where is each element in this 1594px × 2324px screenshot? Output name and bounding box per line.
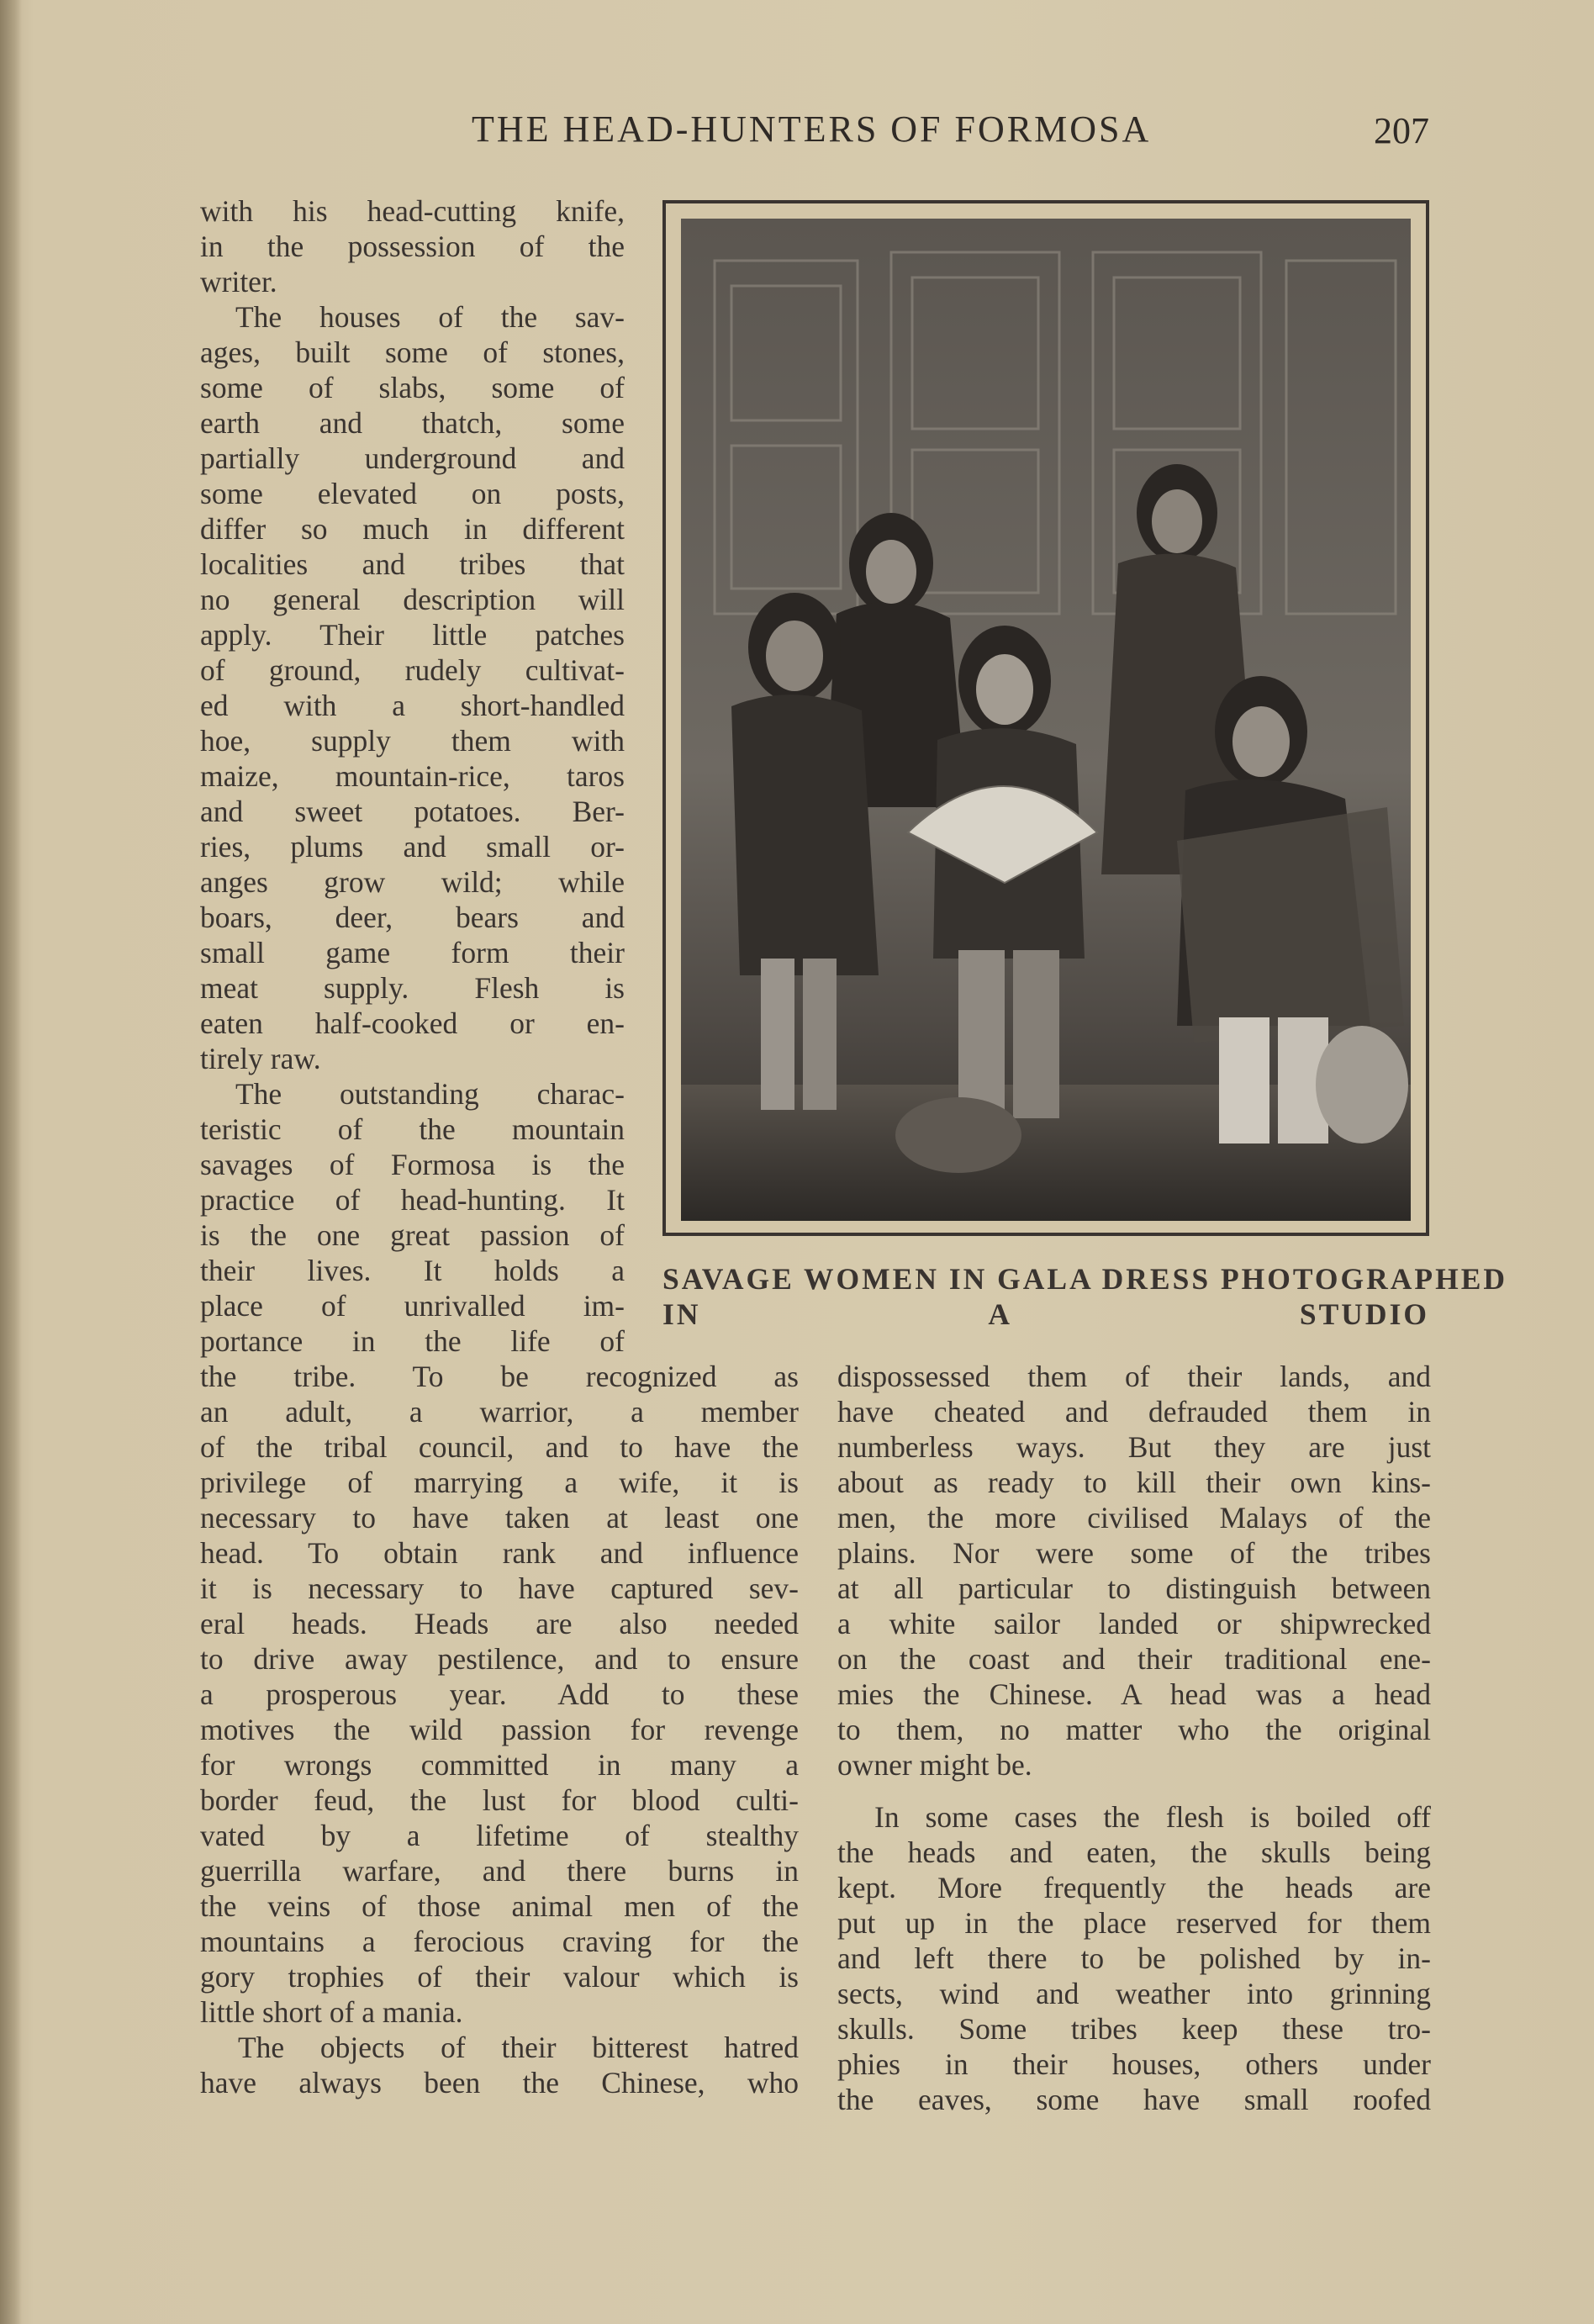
text-line: anges grow wild; while xyxy=(200,865,625,899)
text-line: dispossessed them of their lands, and xyxy=(837,1360,1431,1393)
text-line: place of unrivalled im- xyxy=(200,1289,625,1323)
photo-frame xyxy=(662,200,1429,1236)
text-line: some of slabs, some of xyxy=(200,371,625,404)
text-line: some elevated on posts, xyxy=(200,477,625,510)
text-line: gory trophies of their valour which is xyxy=(200,1960,799,1994)
text-line: writer. xyxy=(200,265,277,298)
text-line: meat supply. Flesh is xyxy=(200,971,625,1005)
text-line: practice of head-hunting. It xyxy=(200,1183,625,1217)
group-photograph xyxy=(681,219,1411,1221)
text-line: no general description will xyxy=(200,583,625,616)
text-line: privilege of marrying a wife, it is xyxy=(200,1466,799,1499)
text-line: The objects of their bitterest hatred xyxy=(238,2031,799,2064)
photo-caption xyxy=(662,1261,1508,1332)
text-line: for wrongs committed in many a xyxy=(200,1748,799,1782)
text-line: the veins of those animal men of the xyxy=(200,1889,799,1923)
text-line: In some cases the flesh is boiled off xyxy=(874,1800,1431,1834)
text-line: border feud, the lust for blood culti- xyxy=(200,1783,799,1817)
text-line: plains. Nor were some of the tribes xyxy=(837,1536,1431,1570)
text-line: necessary to have taken at least one xyxy=(200,1501,799,1534)
text-line: apply. Their little patches xyxy=(200,618,625,652)
text-line: it is necessary to have captured sev- xyxy=(200,1571,799,1605)
text-line: and left there to be polished by in- xyxy=(837,1941,1431,1975)
text-line: to drive away pestilence, and to ensure xyxy=(200,1642,799,1676)
text-line: kept. More frequently the heads are xyxy=(837,1871,1431,1904)
text-line: numberless ways. But they are just xyxy=(837,1430,1431,1464)
text-line: maize, mountain-rice, taros xyxy=(200,759,625,793)
text-line: guerrilla warfare, and there burns in xyxy=(200,1854,799,1888)
text-line: teristic of the mountain xyxy=(200,1112,625,1146)
text-line: differ so much in different xyxy=(200,512,625,546)
text-line: put up in the place reserved for them xyxy=(837,1906,1431,1940)
text-line: of the tribal council, and to have the xyxy=(200,1430,799,1464)
text-line: eral heads. Heads are also needed xyxy=(200,1607,799,1640)
page-number: 207 xyxy=(1374,110,1429,151)
text-line: vated by a lifetime of stealthy xyxy=(200,1819,799,1852)
text-line: ages, built some of stones, xyxy=(200,335,625,369)
text-line: of ground, rudely cultivat- xyxy=(200,653,625,687)
text-line: small game form their xyxy=(200,936,625,969)
text-line: phies in their houses, others under xyxy=(837,2047,1431,2081)
text-line: portance in the life of xyxy=(200,1324,625,1358)
text-line: ed with a short-handled xyxy=(200,689,625,722)
text-line: is the one great passion of xyxy=(200,1218,625,1252)
text-line: an adult, a warrior, a member xyxy=(200,1395,799,1429)
text-line: skulls. Some tribes keep these tro- xyxy=(837,2012,1431,2046)
text-line: to them, no matter who the original xyxy=(837,1713,1431,1746)
text-line: savages of Formosa is the xyxy=(200,1148,625,1181)
text-line: mies the Chinese. A head was a head xyxy=(837,1677,1431,1711)
caption-line: IN A STUDIO xyxy=(662,1297,1429,1331)
text-line: in the possession of the xyxy=(200,230,625,263)
caption-line: SAVAGE WOMEN IN GALA DRESS PHOTOGRAPHED xyxy=(662,1262,1508,1296)
book-binding-shadow xyxy=(0,0,22,2324)
photo-illustration xyxy=(681,219,1411,1221)
text-line: have cheated and defrauded them in xyxy=(837,1395,1431,1429)
text-line: ries, plums and small or- xyxy=(200,830,625,864)
text-line: tirely raw. xyxy=(200,1042,321,1075)
text-line: head. To obtain rank and influence xyxy=(200,1536,799,1570)
text-line: little short of a mania. xyxy=(200,1995,463,2029)
text-line: their lives. It holds a xyxy=(200,1254,625,1287)
text-line: have always been the Chinese, who xyxy=(200,2066,799,2100)
text-line: the heads and eaten, the skulls being xyxy=(837,1835,1431,1869)
text-line: the eaves, some have small roofed xyxy=(837,2083,1431,2116)
text-line: men, the more civilised Malays of the xyxy=(837,1501,1431,1534)
running-title: THE HEAD-HUNTERS OF FORMOSA xyxy=(472,108,1152,150)
text-line: about as ready to kill their own kins- xyxy=(837,1466,1431,1499)
text-line: boars, deer, bears and xyxy=(200,901,625,934)
text-line: The houses of the sav- xyxy=(235,300,625,334)
text-line: earth and thatch, some xyxy=(200,406,625,440)
text-line: owner might be. xyxy=(837,1748,1032,1782)
text-line: the tribe. To be recognized as xyxy=(200,1360,799,1393)
text-line: with his head-cutting knife, xyxy=(200,194,625,228)
text-line: motives the wild passion for revenge xyxy=(200,1713,799,1746)
text-line: mountains a ferocious craving for the xyxy=(200,1925,799,1958)
text-line: and sweet potatoes. Ber- xyxy=(200,795,625,828)
text-line: a white sailor landed or shipwrecked xyxy=(837,1607,1431,1640)
text-line: partially underground and xyxy=(200,441,625,475)
text-line: eaten half-cooked or en- xyxy=(200,1006,625,1040)
text-line: localities and tribes that xyxy=(200,547,625,581)
text-line: hoe, supply them with xyxy=(200,724,625,758)
page-header xyxy=(198,108,1429,158)
text-line: sects, wind and weather into grinning xyxy=(837,1977,1431,2010)
text-line: at all particular to distinguish between xyxy=(837,1571,1431,1605)
text-line: on the coast and their traditional ene- xyxy=(837,1642,1431,1676)
text-line: The outstanding charac- xyxy=(235,1077,625,1111)
text-line: a prosperous year. Add to these xyxy=(200,1677,799,1711)
